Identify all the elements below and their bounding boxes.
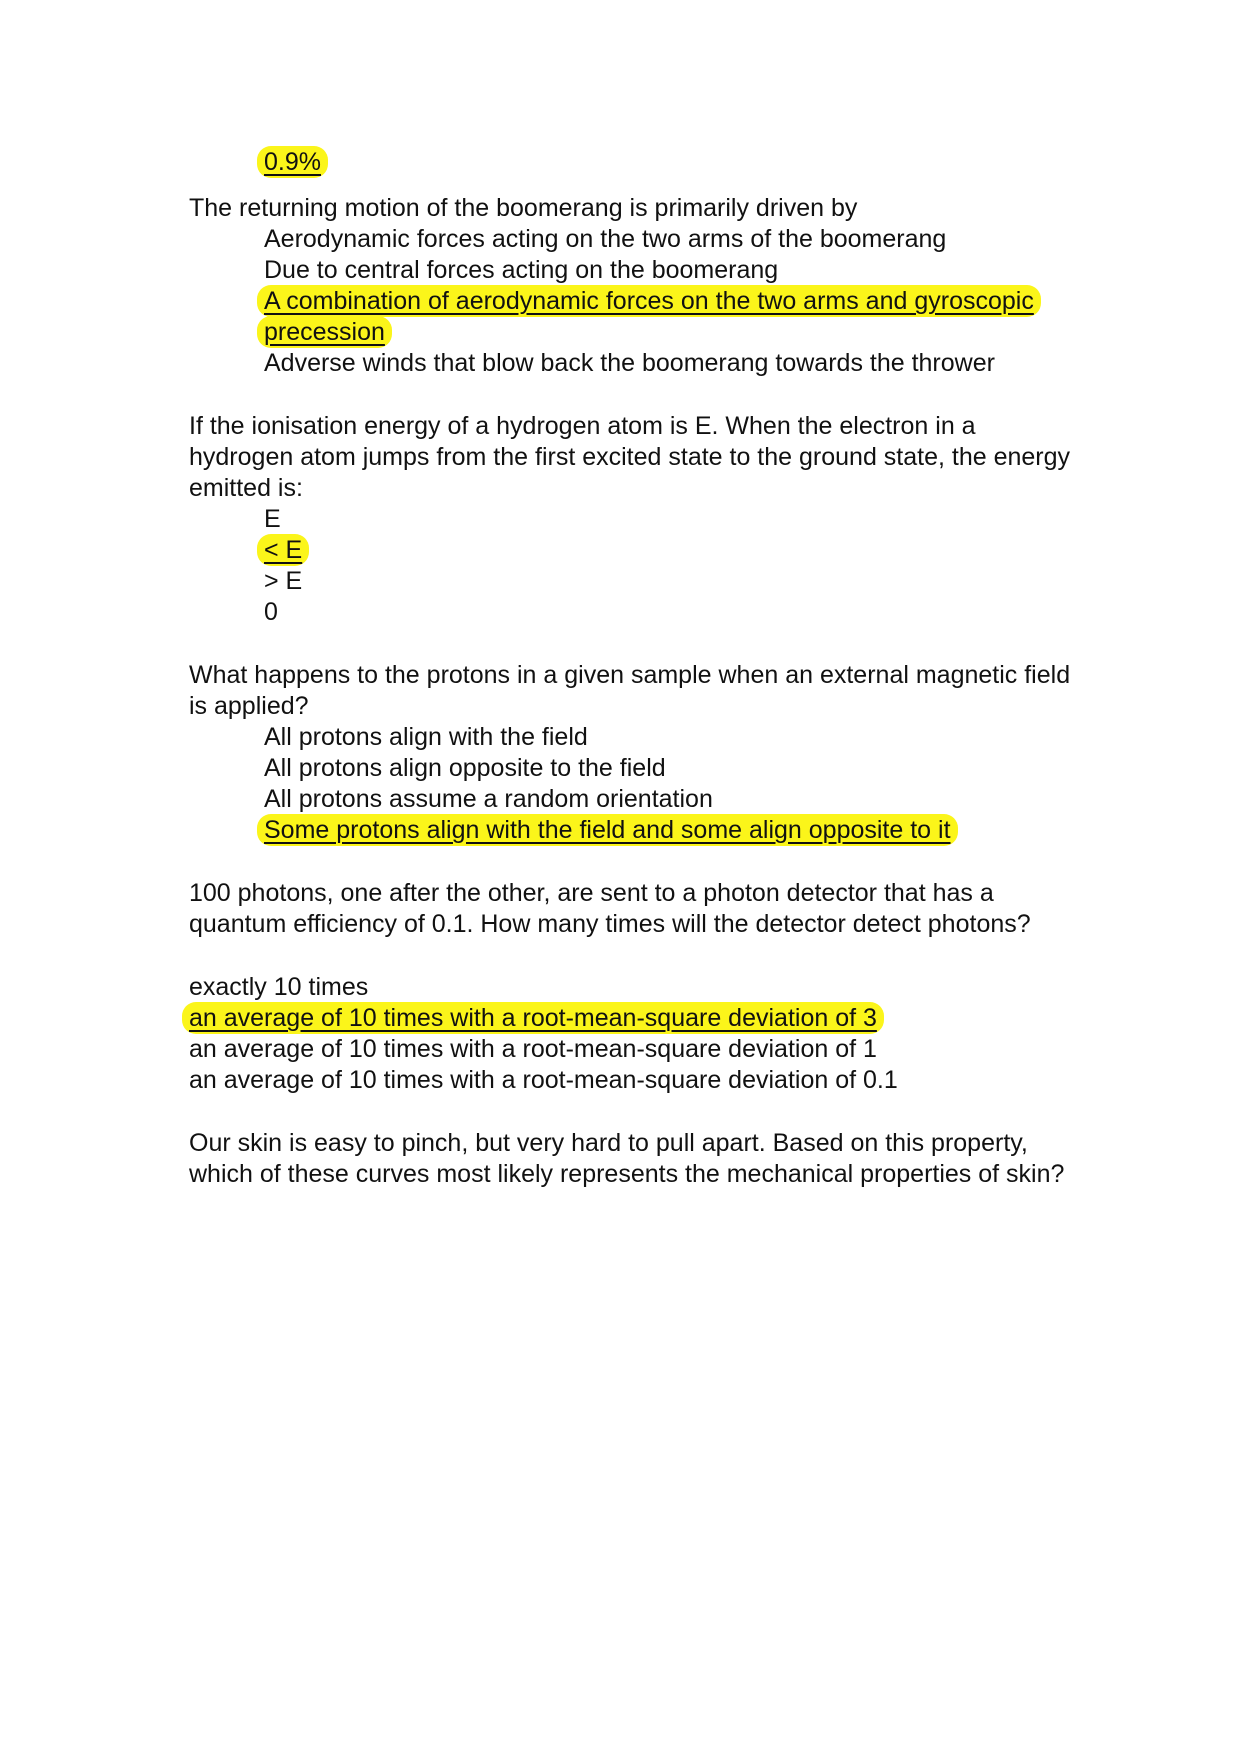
question-4-option-3: an average of 10 times with a root-mean-square deviation of 1 [189,1035,877,1063]
question-2-prompt-line-1: If the ionisation energy of a hydrogen atom is E. When the electron in a [189,412,976,440]
question-5-prompt-line-2: which of these curves most likely represents the mechanical properties of skin? [189,1160,1065,1188]
question-2-option-2 [264,535,309,565]
question-4-option-2 [189,1003,884,1033]
question-2-prompt-line-2: hydrogen atom jumps from the first excited state to the ground state, the energy [189,443,1071,471]
question-1-option-4: Adverse winds that blow back the boomerang towards the thrower [264,349,995,377]
question-4-prompt-line-2: quantum efficiency of 0.1. How many times will the detector detect photons? [189,910,1031,938]
question-2-option-1: E [264,505,281,533]
answer-highlighted [264,147,328,177]
question-1-option-3-line-1 [264,286,1041,316]
highlight-mark: Some protons align with the field and some align opposite to it [257,814,958,846]
question-1-option-3-line-2 [264,317,392,347]
question-4-option-1: exactly 10 times [189,973,369,1001]
question-1-option-2: Due to central forces acting on the boomerang [264,256,779,284]
question-3-option-1: All protons align with the field [264,723,588,751]
question-1-prompt-line-1: The returning motion of the boomerang is primarily driven by [189,194,858,222]
question-3-prompt-line-1: What happens to the protons in a given sample when an external magnetic field [189,661,1071,689]
question-3-option-2: All protons align opposite to the field [264,754,666,782]
question-4-prompt-line-1: 100 photons, one after the other, are sent to a photon detector that has a [189,879,994,907]
highlight-mark: an average of 10 times with a root-mean-square deviation of 3 [182,1002,884,1034]
highlight-mark: precession [257,316,392,348]
highlight-mark: 0.9% [257,146,328,178]
highlight-mark: A combination of aerodynamic forces on the two arms and gyroscopic [257,285,1041,317]
question-3-option-3: All protons assume a random orientation [264,785,713,813]
question-2-prompt-line-3: emitted is: [189,474,303,502]
question-1-option-1: Aerodynamic forces acting on the two arms of the boomerang [264,225,947,253]
question-5-prompt-line-1: Our skin is easy to pinch, but very hard to pull apart. Based on this property, [189,1129,1028,1157]
question-2-option-4: 0 [264,598,278,626]
question-2-option-3: > E [264,567,303,595]
question-3-option-4 [264,815,958,845]
highlight-mark: < E [257,534,309,566]
question-3-prompt-line-2: is applied? [189,692,309,720]
question-4-option-4: an average of 10 times with a root-mean-square deviation of 0.1 [189,1066,898,1094]
